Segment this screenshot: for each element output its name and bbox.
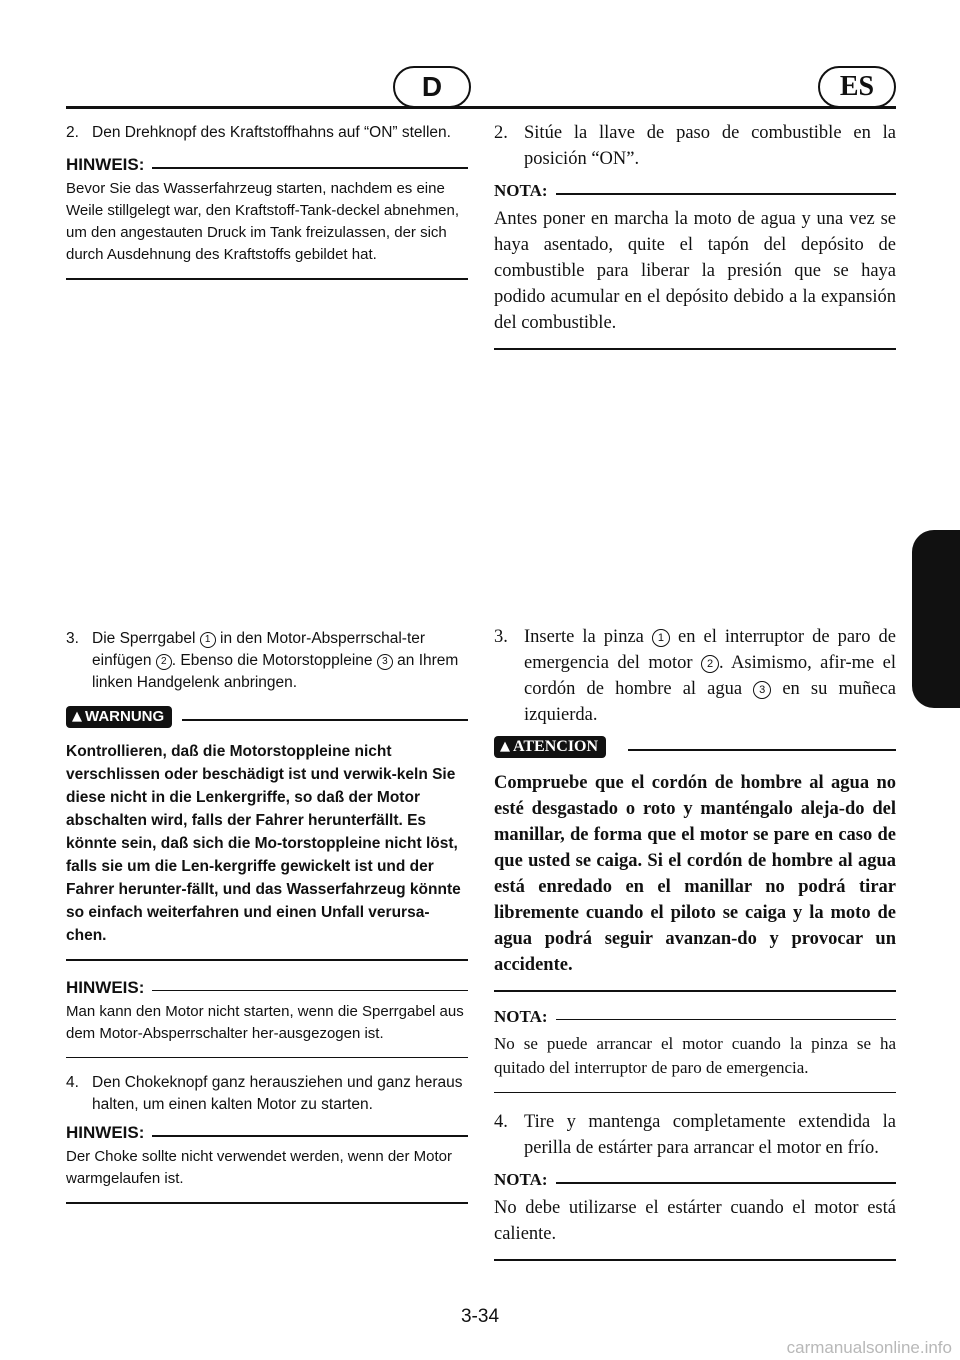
warning-icon: ▲ bbox=[72, 709, 82, 724]
note-header: HINWEIS: bbox=[66, 154, 468, 176]
step-3: 3. Die Sperrgabel 1 in den Motor-Absperrschal-ter einfügen 2 . Ebenso die Motorstoppleine 3 an Ihrem linken Handgelenk anbringen. bbox=[66, 628, 468, 694]
note-header: NOTA: bbox=[494, 1004, 896, 1030]
note-text: Antes poner en marcha la moto de agua y una vez se haya asentado, quite el tapón del depósito de combustible para liberar la presión que se haya podido acumular en el depósito debido a la expansión del combustible. bbox=[494, 209, 896, 333]
warning-icon: ▲ bbox=[500, 739, 510, 754]
step-3-text: Inserte la pinza 1 en el interruptor de paro de emergencia del motor 2 . Asimismo, afir-me el cordón de hombre al agua 3 en su muñeca izquierda. bbox=[524, 627, 897, 725]
callout-2: 2 bbox=[701, 655, 719, 673]
note-text: No se puede arrancar el motor cuando la pinza se ha quitado del interruptor de paro de emergencia. bbox=[494, 1033, 896, 1077]
note-end-rule bbox=[66, 1057, 468, 1059]
step-4: 4. Den Chokeknopf ganz herausziehen und ganz heraus halten, um einen kalten Motor zu starten. bbox=[66, 1072, 468, 1116]
warning-text: Kontrollieren, daß die Motorstoppleine nicht verschlissen oder beschädigt ist und verwik-keln Sie diese nicht in die Lenkergriffe, so daß der Motor abschalten wird, falls der Fahrer herunterfällt. Es könnte sein, daß sich die Mo-torstoppleine nicht löst, falls sie um die Len-kergriffe gewickelt ist und der Fahrer herunter-fällt, und das Wasserfahrzeug könnte so einfach weiterfahren und einen Unfall verursa-chen. bbox=[66, 743, 461, 944]
step-2: 2. Sitúe la llave de paso de combustible en la posición “ON”. bbox=[494, 120, 896, 172]
language-tab-german: D bbox=[393, 66, 471, 108]
warning-badge: ▲ WARNUNG bbox=[66, 706, 172, 728]
warning-badge: ▲ ATENCION bbox=[494, 736, 606, 758]
note-text: Bevor Sie das Wasserfahrzeug starten, nachdem es eine Weile stillgelegt war, den Kraftstoff-Tank-deckel abnehmen, um den angestauten Druck im Tank freizulassen, der sich durch Ausdehnung des Kraftstoffs gebildet hat. bbox=[66, 180, 459, 263]
note-end-rule bbox=[494, 1259, 896, 1261]
step-2-text: Den Drehknopf des Kraftstoffhahns auf “ON” stellen. bbox=[92, 124, 451, 141]
note-header: NOTA: bbox=[494, 178, 896, 204]
step-4: 4. Tire y mantenga completamente extendida la perilla de estárter para arrancar el motor en frío. bbox=[494, 1109, 896, 1161]
warning-end-rule bbox=[494, 990, 896, 992]
note-end-rule bbox=[494, 1092, 896, 1094]
note-text: No debe utilizarse el estárter cuando el motor está caliente. bbox=[494, 1198, 896, 1244]
callout-3: 3 bbox=[753, 681, 771, 699]
note-header: HINWEIS: bbox=[66, 977, 468, 999]
warning-header bbox=[494, 736, 896, 758]
step-3-text: Die Sperrgabel 1 in den Motor-Absperrschal-ter einfügen 2 . Ebenso die Motorstoppleine 3 an Ihrem linken Handgelenk anbringen. bbox=[92, 630, 459, 691]
step-4-text: Den Chokeknopf ganz herausziehen und ganz heraus halten, um einen kalten Motor zu starten. bbox=[92, 1074, 463, 1113]
page-number: 3-34 bbox=[460, 1306, 500, 1327]
note-text: Man kann den Motor nicht starten, wenn die Sperrgabel aus dem Motor-Absperrschalter her-ausgezogen ist. bbox=[66, 1002, 464, 1042]
step-2-text: Sitúe la llave de paso de combustible en la posición “ON”. bbox=[524, 123, 896, 169]
step-2: 2. Den Drehknopf des Kraftstoffhahns auf “ON” stellen. bbox=[66, 122, 468, 144]
warning-end-rule bbox=[66, 959, 468, 961]
language-tab-spanish: ES bbox=[818, 66, 896, 108]
note-end-rule bbox=[66, 1202, 468, 1204]
callout-2: 2 bbox=[156, 654, 172, 670]
note-header: NOTA: bbox=[494, 1167, 896, 1193]
callout-1: 1 bbox=[200, 632, 216, 648]
step-4-text: Tire y mantenga completamente extendida la perilla de estárter para arrancar el motor en frío. bbox=[524, 1112, 896, 1158]
warning-text: Compruebe que el cordón de hombre al agua no esté desgastado o roto y manténgalo aleja-do del manillar, de forma que el motor se pare en caso de que usted se caiga. Si el cordón de hombre al agua está enredado en el manillar no podrá tirar libremente cuando el piloto se caiga y la moto de agua podrá seguir avanzan-do y provocar un accidente. bbox=[494, 773, 896, 975]
german-column-upper bbox=[66, 122, 468, 280]
german-column-lower bbox=[66, 628, 468, 1204]
callout-1: 1 bbox=[652, 629, 670, 647]
warning-header bbox=[66, 706, 468, 728]
note-header: HINWEIS: bbox=[66, 1122, 468, 1144]
chapter-thumb-tab bbox=[912, 530, 960, 708]
spanish-column-lower bbox=[494, 624, 896, 1261]
note-text: Der Choke sollte nicht verwendet werden, wenn der Motor warmgelaufen ist. bbox=[66, 1148, 453, 1187]
watermark: carmanualsonline.info bbox=[786, 1338, 952, 1357]
header-rule bbox=[66, 106, 896, 109]
callout-3: 3 bbox=[377, 654, 393, 670]
step-3: 3. Inserte la pinza 1 en el interruptor de paro de emergencia del motor 2 . Asimismo, afir-me el cordón de hombre al agua 3 en su muñeca izquierda. bbox=[494, 624, 896, 728]
note-end-rule bbox=[66, 278, 468, 280]
spanish-column-upper bbox=[494, 120, 896, 350]
note-end-rule bbox=[494, 348, 896, 350]
